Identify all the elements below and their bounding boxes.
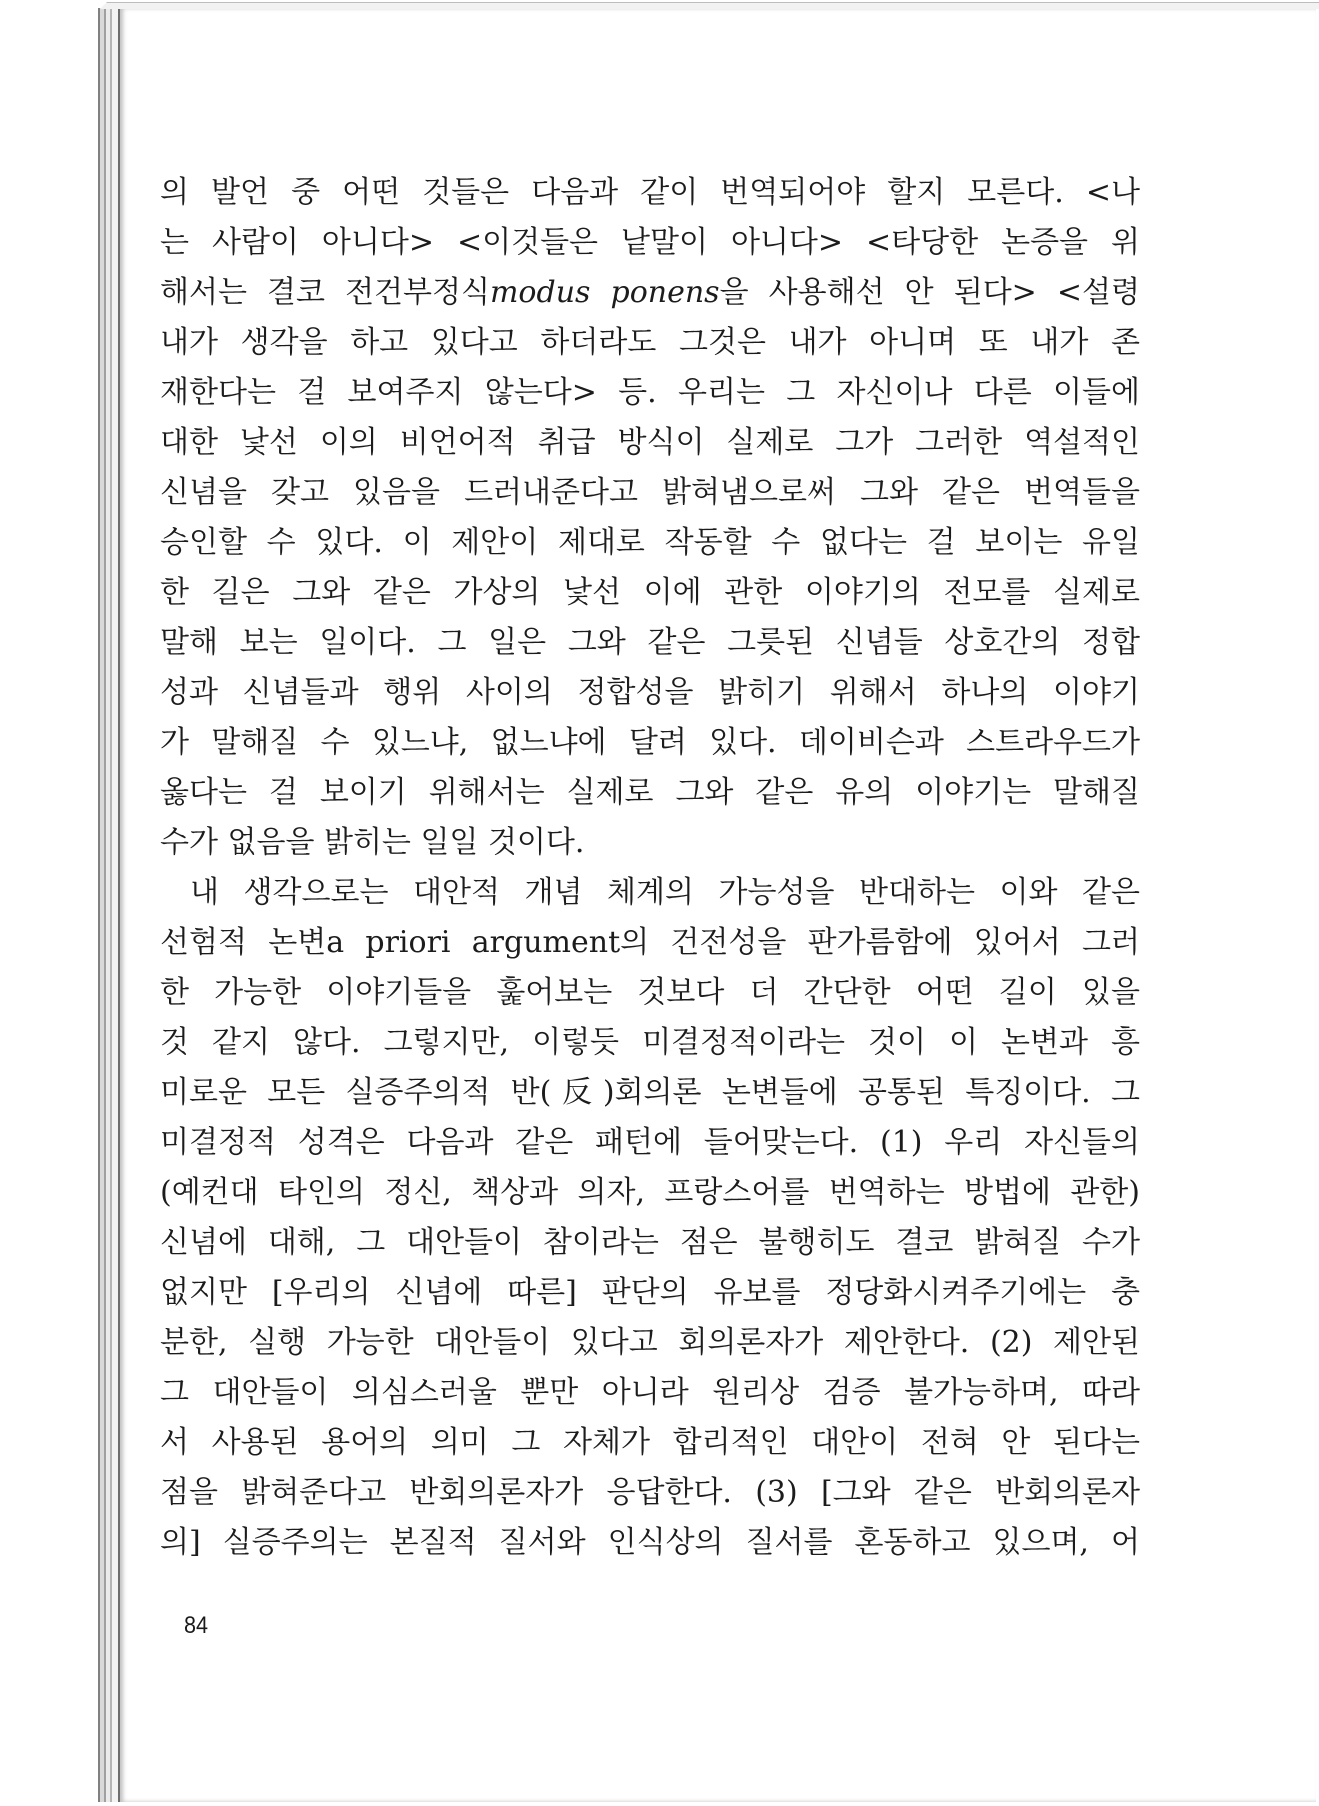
text-line: 그 대안들이 의심스러울 뿐만 아니라 원리상 검증 불가능하며, 따라 [160, 1375, 1140, 1410]
text-line: 분한, 실행 가능한 대안들이 있다고 회의론자가 제안한다. (2) 제안된 [160, 1325, 1140, 1360]
body-text [160, 168, 1140, 1568]
text-line: 한 가능한 이야기들을 훑어보는 것보다 더 간단한 어떤 길이 있을 [160, 975, 1140, 1010]
text-line: 는 사람이 아니다> <이것들은 낱말이 아니다> <타당한 논증을 위 [160, 225, 1140, 260]
text-line: 미로운 모든 실증주의적 반(反)회의론 논변들에 공통된 특징이다. 그 [160, 1075, 1140, 1110]
paragraph-2 [160, 868, 1140, 1568]
text-line: 없지만 [우리의 신념에 따른] 판단의 유보를 정당화시켜주기에는 충 [160, 1275, 1140, 1310]
text-line: 해서는 결코 전건부정식modus ponens을 사용해선 안 된다> <설령 [160, 275, 1140, 310]
text-line: 가 말해질 수 있느냐, 없느냐에 달려 있다. 데이비슨과 스트라우드가 [160, 725, 1140, 760]
text-line: 것 같지 않다. 그렇지만, 이렇듯 미결정적이라는 것이 이 논변과 흥 [160, 1025, 1140, 1060]
text-line: 신념을 갖고 있음을 드러내준다고 밝혀냄으로써 그와 같은 번역들을 [160, 475, 1140, 510]
text-line: 대한 낯선 이의 비언어적 취급 방식이 실제로 그가 그러한 역설적인 [160, 425, 1140, 460]
text-line: 미결정적 성격은 다음과 같은 패턴에 들어맞는다. (1) 우리 자신들의 [160, 1125, 1140, 1160]
text-line: 신념에 대해, 그 대안들이 참이라는 점은 불행히도 결코 밝혀질 수가 [160, 1225, 1140, 1260]
text-line: 점을 밝혀준다고 반회의론자가 응답한다. (3) [그와 같은 반회의론자 [160, 1475, 1140, 1510]
text-line: 옳다는 걸 보이기 위해서는 실제로 그와 같은 유의 이야기는 말해질 [160, 775, 1140, 810]
text-line: 내가 생각을 하고 있다고 하더라도 그것은 내가 아니며 또 내가 존 [160, 325, 1140, 360]
text-line: 수가 없음을 밝히는 일일 것이다. [160, 825, 585, 860]
text-line: 내 생각으로는 대안적 개념 체계의 가능성을 반대하는 이와 같은 [190, 875, 1140, 910]
text-line: 의 발언 중 어떤 것들은 다음과 같이 번역되어야 할지 모른다. <나 [160, 175, 1140, 210]
italic-term: modus ponens [489, 275, 720, 310]
text-line: 말해 보는 일이다. 그 일은 그와 같은 그릇된 신념들 상호간의 정합 [160, 625, 1140, 660]
text-line: 서 사용된 용어의 의미 그 자체가 합리적인 대안이 전혀 안 된다는 [160, 1425, 1140, 1460]
text-line: 선험적 논변a priori argument의 건전성을 판가름함에 있어서 그러 [160, 925, 1140, 960]
text-line: 재한다는 걸 보여주지 않는다> 등. 우리는 그 자신이나 다른 이들에 [160, 375, 1140, 410]
text-line: 한 길은 그와 같은 가상의 낯선 이에 관한 이야기의 전모를 실제로 [160, 575, 1140, 610]
page-number: 84 [184, 1612, 209, 1639]
paragraph-1 [160, 168, 1140, 868]
text-line: 승인할 수 있다. 이 제안이 제대로 작동할 수 없다는 걸 보이는 유일 [160, 525, 1140, 560]
text-line: (예컨대 타인의 정신, 책상과 의자, 프랑스어를 번역하는 방법에 관한) [160, 1175, 1140, 1210]
text-line: 의] 실증주의는 본질적 질서와 인식상의 질서를 혼동하고 있으며, 어 [160, 1525, 1140, 1560]
text-line: 성과 신념들과 행위 사이의 정합성을 밝히기 위해서 하나의 이야기 [160, 675, 1140, 710]
